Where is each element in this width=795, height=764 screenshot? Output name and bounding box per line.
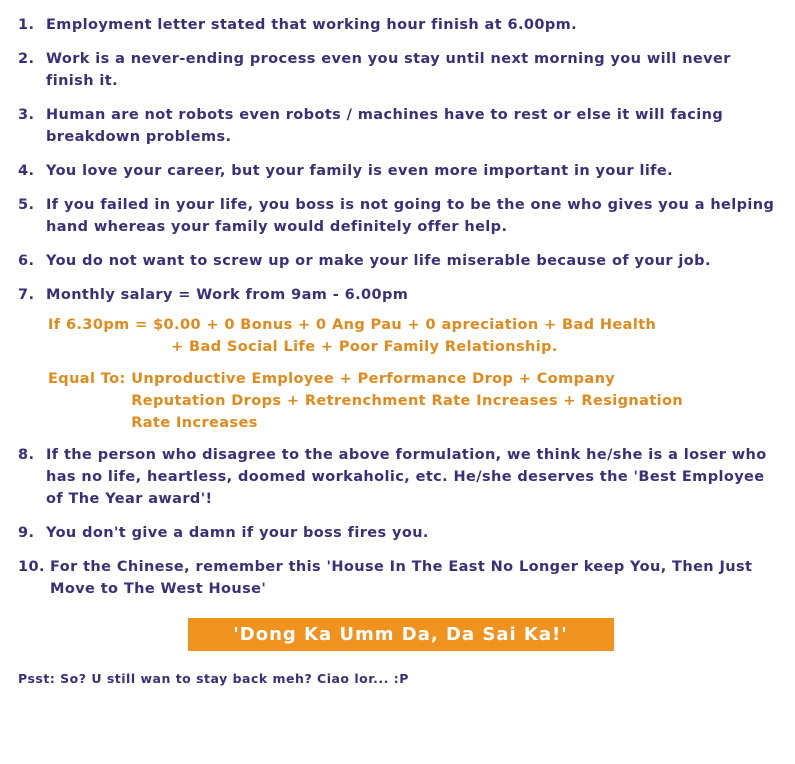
equal-line: Reputation Drops + Retrenchment Rate Increases + Resignation bbox=[131, 393, 684, 409]
if-line: + Bad Social Life + Poor Family Relationship. bbox=[171, 339, 558, 355]
item-text: Human are not robots even robots / machines have to rest or else it will facing breakdown problems. bbox=[46, 107, 724, 145]
item-text: If you failed in your life, you boss is not going to be the one who gives you a helping hand whereas your family would definitely offer help. bbox=[46, 197, 775, 235]
list-item bbox=[18, 444, 783, 510]
list-item bbox=[18, 160, 783, 182]
item-text: You don't give a damn if your boss fires you. bbox=[46, 525, 429, 541]
item-number: 7. bbox=[18, 287, 35, 303]
list-item bbox=[18, 522, 783, 544]
note-sheet bbox=[18, 14, 783, 686]
if-line: $0.00 + 0 Bonus + 0 Ang Pau + 0 apreciation + Bad Health bbox=[153, 317, 657, 333]
item-number: 10. bbox=[18, 559, 45, 575]
list-item bbox=[18, 284, 783, 306]
equal-line: Unproductive Employee + Performance Drop + Company bbox=[131, 371, 616, 387]
item-number: 3. bbox=[18, 107, 35, 123]
item-text: You love your career, but your family is even more important in your life. bbox=[46, 163, 674, 179]
list-item bbox=[18, 250, 783, 272]
if-label: If 6.30pm = bbox=[48, 317, 154, 333]
list-item bbox=[18, 14, 783, 36]
salary-formula bbox=[48, 314, 783, 434]
item-text: Employment letter stated that working hour finish at 6.00pm. bbox=[46, 17, 578, 33]
if-formula-body bbox=[153, 314, 783, 358]
item-text: If the person who disagree to the above formulation, we think he/she is a loser who has no life, heartless, doomed workaholic, etc. He/she deserves the 'Best Employee of The Year award'! bbox=[46, 447, 767, 507]
slogan-banner: 'Dong Ka Umm Da, Da Sai Ka!' bbox=[188, 618, 614, 651]
item-number: 6. bbox=[18, 253, 35, 269]
list-item bbox=[18, 48, 783, 92]
item-number: 9. bbox=[18, 525, 35, 541]
item-number: 1. bbox=[18, 17, 35, 33]
list-item bbox=[18, 556, 783, 600]
equal-formula-body bbox=[131, 368, 783, 434]
slogan-banner-wrap bbox=[18, 618, 783, 651]
item-text: Work is a never-ending process even you stay until next morning you will never finish it. bbox=[46, 51, 731, 89]
item-number: 2. bbox=[18, 51, 35, 67]
item-number: 4. bbox=[18, 163, 35, 179]
item-number: 5. bbox=[18, 197, 35, 213]
psst-note: Psst: So? U still wan to stay back meh? Ciao lor... :P bbox=[18, 671, 409, 686]
list-item bbox=[18, 194, 783, 238]
item-number: 8. bbox=[18, 447, 35, 463]
item-text: For the Chinese, remember this 'House In The East No Longer keep You, Then Just Move to The West House' bbox=[50, 559, 753, 597]
item-text: You do not want to screw up or make your life miserable because of your job. bbox=[46, 253, 711, 269]
list-item bbox=[18, 104, 783, 148]
equal-label: Equal To: bbox=[48, 371, 132, 387]
if-formula bbox=[48, 314, 783, 358]
equal-line: Rate Increases bbox=[131, 415, 258, 431]
item-text: Monthly salary = Work from 9am - 6.00pm bbox=[46, 287, 409, 303]
equal-formula bbox=[48, 368, 783, 434]
